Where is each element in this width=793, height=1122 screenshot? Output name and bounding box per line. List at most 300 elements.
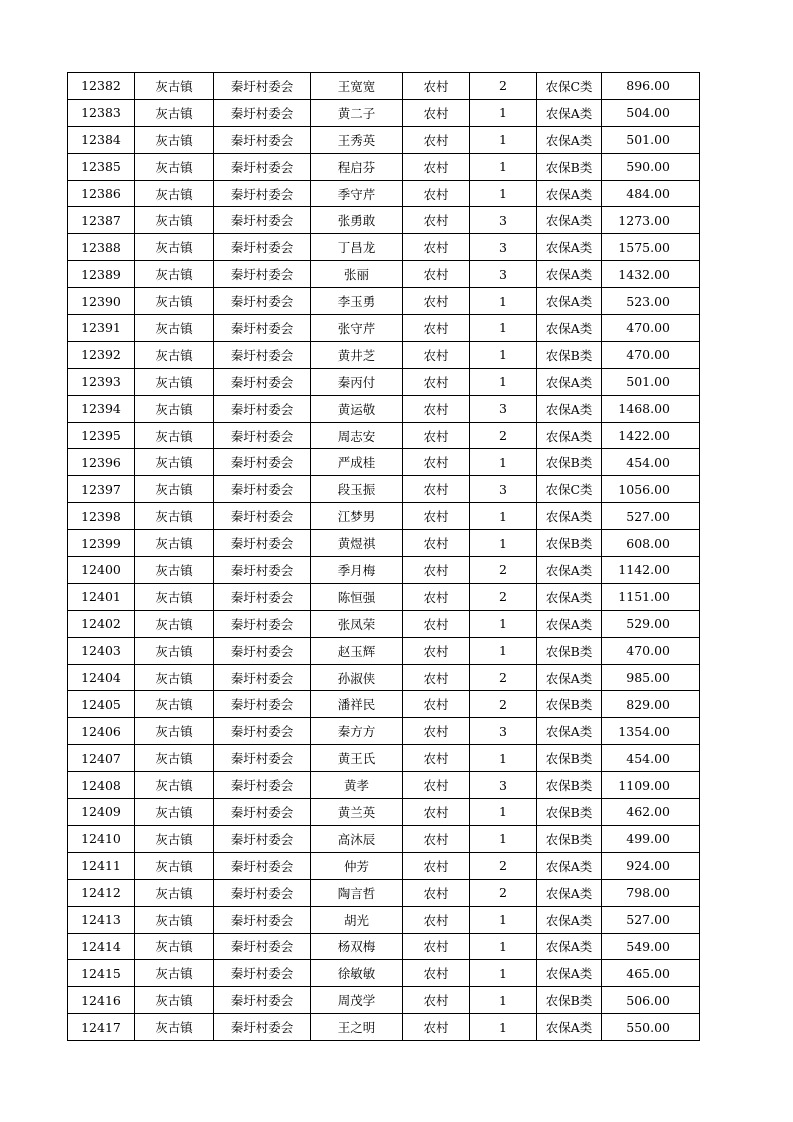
insurance-category-cell: 农保A类 xyxy=(537,718,602,745)
residence-type-cell: 农村 xyxy=(403,153,470,180)
insurance-category-cell: 农保B类 xyxy=(537,745,602,772)
insurance-category-cell: 农保A类 xyxy=(537,99,602,126)
name-cell: 黄井芝 xyxy=(311,341,403,368)
insurance-category-cell: 农保A类 xyxy=(537,234,602,261)
table-row xyxy=(68,341,700,368)
household-size-cell: 1 xyxy=(470,180,537,207)
record-number-cell: 12409 xyxy=(68,799,135,826)
table-row xyxy=(68,315,700,342)
record-number-cell: 12392 xyxy=(68,341,135,368)
residence-type-cell: 农村 xyxy=(403,664,470,691)
village-committee-cell: 秦圩村委会 xyxy=(214,664,311,691)
residence-type-cell: 农村 xyxy=(403,422,470,449)
household-size-cell: 1 xyxy=(470,153,537,180)
name-cell: 陈恒强 xyxy=(311,583,403,610)
household-size-cell: 1 xyxy=(470,960,537,987)
household-size-cell: 1 xyxy=(470,315,537,342)
record-number-cell: 12399 xyxy=(68,530,135,557)
insurance-category-cell: 农保A类 xyxy=(537,288,602,315)
table-row xyxy=(68,1014,700,1041)
residence-type-cell: 农村 xyxy=(403,557,470,584)
town-cell: 灰古镇 xyxy=(135,503,214,530)
amount-cell: 523.00 xyxy=(602,288,700,315)
household-size-cell: 3 xyxy=(470,772,537,799)
table-row xyxy=(68,691,700,718)
village-committee-cell: 秦圩村委会 xyxy=(214,288,311,315)
name-cell: 黄兰英 xyxy=(311,799,403,826)
name-cell: 季月梅 xyxy=(311,557,403,584)
household-size-cell: 2 xyxy=(470,691,537,718)
table-row xyxy=(68,852,700,879)
name-cell: 周志安 xyxy=(311,422,403,449)
record-number-cell: 12416 xyxy=(68,987,135,1014)
name-cell: 江梦男 xyxy=(311,503,403,530)
insurance-category-cell: 农保A类 xyxy=(537,503,602,530)
town-cell: 灰古镇 xyxy=(135,341,214,368)
amount-cell: 470.00 xyxy=(602,315,700,342)
village-committee-cell: 秦圩村委会 xyxy=(214,368,311,395)
table-row xyxy=(68,234,700,261)
name-cell: 严成桂 xyxy=(311,449,403,476)
record-number-cell: 12385 xyxy=(68,153,135,180)
amount-cell: 454.00 xyxy=(602,449,700,476)
town-cell: 灰古镇 xyxy=(135,315,214,342)
household-size-cell: 3 xyxy=(470,234,537,261)
residence-type-cell: 农村 xyxy=(403,476,470,503)
household-size-cell: 3 xyxy=(470,261,537,288)
town-cell: 灰古镇 xyxy=(135,234,214,261)
residence-type-cell: 农村 xyxy=(403,879,470,906)
record-number-cell: 12407 xyxy=(68,745,135,772)
town-cell: 灰古镇 xyxy=(135,879,214,906)
amount-cell: 1432.00 xyxy=(602,261,700,288)
record-number-cell: 12383 xyxy=(68,99,135,126)
residence-type-cell: 农村 xyxy=(403,261,470,288)
insurance-category-cell: 农保A类 xyxy=(537,126,602,153)
name-cell: 程启芬 xyxy=(311,153,403,180)
village-committee-cell: 秦圩村委会 xyxy=(214,422,311,449)
household-size-cell: 1 xyxy=(470,1014,537,1041)
table-row xyxy=(68,126,700,153)
name-cell: 张勇敢 xyxy=(311,207,403,234)
name-cell: 徐敏敏 xyxy=(311,960,403,987)
residence-type-cell: 农村 xyxy=(403,691,470,718)
table-row xyxy=(68,288,700,315)
insurance-category-cell: 农保A类 xyxy=(537,906,602,933)
residence-type-cell: 农村 xyxy=(403,180,470,207)
town-cell: 灰古镇 xyxy=(135,852,214,879)
record-number-cell: 12400 xyxy=(68,557,135,584)
household-size-cell: 2 xyxy=(470,852,537,879)
insurance-category-cell: 农保B类 xyxy=(537,341,602,368)
village-committee-cell: 秦圩村委会 xyxy=(214,341,311,368)
village-committee-cell: 秦圩村委会 xyxy=(214,99,311,126)
town-cell: 灰古镇 xyxy=(135,1014,214,1041)
record-number-cell: 12413 xyxy=(68,906,135,933)
table-row xyxy=(68,557,700,584)
household-size-cell: 1 xyxy=(470,610,537,637)
amount-cell: 462.00 xyxy=(602,799,700,826)
record-number-cell: 12393 xyxy=(68,368,135,395)
village-committee-cell: 秦圩村委会 xyxy=(214,906,311,933)
table-row xyxy=(68,960,700,987)
amount-cell: 470.00 xyxy=(602,341,700,368)
household-size-cell: 1 xyxy=(470,99,537,126)
village-committee-cell: 秦圩村委会 xyxy=(214,207,311,234)
name-cell: 黄王氏 xyxy=(311,745,403,772)
residence-type-cell: 农村 xyxy=(403,637,470,664)
amount-cell: 527.00 xyxy=(602,503,700,530)
record-number-cell: 12391 xyxy=(68,315,135,342)
town-cell: 灰古镇 xyxy=(135,126,214,153)
town-cell: 灰古镇 xyxy=(135,933,214,960)
village-committee-cell: 秦圩村委会 xyxy=(214,799,311,826)
record-number-cell: 12397 xyxy=(68,476,135,503)
residence-type-cell: 农村 xyxy=(403,583,470,610)
record-number-cell: 12398 xyxy=(68,503,135,530)
village-committee-cell: 秦圩村委会 xyxy=(214,395,311,422)
table-row xyxy=(68,73,700,100)
household-size-cell: 1 xyxy=(470,825,537,852)
record-number-cell: 12394 xyxy=(68,395,135,422)
household-size-cell: 1 xyxy=(470,503,537,530)
table-row xyxy=(68,422,700,449)
household-size-cell: 3 xyxy=(470,207,537,234)
name-cell: 王之明 xyxy=(311,1014,403,1041)
name-cell: 黄运敬 xyxy=(311,395,403,422)
village-committee-cell: 秦圩村委会 xyxy=(214,1014,311,1041)
town-cell: 灰古镇 xyxy=(135,530,214,557)
residence-type-cell: 农村 xyxy=(403,530,470,557)
table-row xyxy=(68,637,700,664)
table-row xyxy=(68,449,700,476)
household-size-cell: 2 xyxy=(470,422,537,449)
table-row xyxy=(68,583,700,610)
village-committee-cell: 秦圩村委会 xyxy=(214,933,311,960)
name-cell: 秦方方 xyxy=(311,718,403,745)
household-size-cell: 1 xyxy=(470,530,537,557)
town-cell: 灰古镇 xyxy=(135,987,214,1014)
residence-type-cell: 农村 xyxy=(403,368,470,395)
amount-cell: 1109.00 xyxy=(602,772,700,799)
town-cell: 灰古镇 xyxy=(135,960,214,987)
village-committee-cell: 秦圩村委会 xyxy=(214,530,311,557)
name-cell: 孙淑侠 xyxy=(311,664,403,691)
insurance-category-cell: 农保A类 xyxy=(537,879,602,906)
table-row xyxy=(68,476,700,503)
name-cell: 高沐辰 xyxy=(311,825,403,852)
insurance-category-cell: 农保A类 xyxy=(537,261,602,288)
table-row xyxy=(68,745,700,772)
household-size-cell: 2 xyxy=(470,557,537,584)
name-cell: 陶言哲 xyxy=(311,879,403,906)
record-number-cell: 12395 xyxy=(68,422,135,449)
town-cell: 灰古镇 xyxy=(135,664,214,691)
amount-cell: 896.00 xyxy=(602,73,700,100)
record-number-cell: 12390 xyxy=(68,288,135,315)
village-committee-cell: 秦圩村委会 xyxy=(214,503,311,530)
village-committee-cell: 秦圩村委会 xyxy=(214,261,311,288)
amount-cell: 550.00 xyxy=(602,1014,700,1041)
town-cell: 灰古镇 xyxy=(135,422,214,449)
amount-cell: 1468.00 xyxy=(602,395,700,422)
household-size-cell: 1 xyxy=(470,745,537,772)
insurance-category-cell: 农保B类 xyxy=(537,691,602,718)
town-cell: 灰古镇 xyxy=(135,449,214,476)
household-size-cell: 3 xyxy=(470,395,537,422)
village-committee-cell: 秦圩村委会 xyxy=(214,476,311,503)
table-row xyxy=(68,261,700,288)
amount-cell: 1056.00 xyxy=(602,476,700,503)
name-cell: 仲芳 xyxy=(311,852,403,879)
table-row xyxy=(68,906,700,933)
insurance-category-cell: 农保A类 xyxy=(537,610,602,637)
town-cell: 灰古镇 xyxy=(135,180,214,207)
village-committee-cell: 秦圩村委会 xyxy=(214,557,311,584)
town-cell: 灰古镇 xyxy=(135,99,214,126)
town-cell: 灰古镇 xyxy=(135,261,214,288)
record-number-cell: 12384 xyxy=(68,126,135,153)
residence-type-cell: 农村 xyxy=(403,718,470,745)
table-row xyxy=(68,799,700,826)
amount-cell: 506.00 xyxy=(602,987,700,1014)
record-number-cell: 12402 xyxy=(68,610,135,637)
table-row xyxy=(68,933,700,960)
town-cell: 灰古镇 xyxy=(135,73,214,100)
record-number-cell: 12396 xyxy=(68,449,135,476)
insurance-category-cell: 农保A类 xyxy=(537,557,602,584)
village-committee-cell: 秦圩村委会 xyxy=(214,583,311,610)
household-size-cell: 1 xyxy=(470,449,537,476)
residence-type-cell: 农村 xyxy=(403,315,470,342)
insurance-category-cell: 农保B类 xyxy=(537,799,602,826)
residence-type-cell: 农村 xyxy=(403,825,470,852)
name-cell: 李玉勇 xyxy=(311,288,403,315)
record-number-cell: 12415 xyxy=(68,960,135,987)
table-row xyxy=(68,153,700,180)
residence-type-cell: 农村 xyxy=(403,126,470,153)
household-size-cell: 1 xyxy=(470,368,537,395)
village-committee-cell: 秦圩村委会 xyxy=(214,772,311,799)
name-cell: 王宽宽 xyxy=(311,73,403,100)
town-cell: 灰古镇 xyxy=(135,395,214,422)
amount-cell: 470.00 xyxy=(602,637,700,664)
name-cell: 张丽 xyxy=(311,261,403,288)
table-row xyxy=(68,879,700,906)
record-number-cell: 12382 xyxy=(68,73,135,100)
record-number-cell: 12388 xyxy=(68,234,135,261)
record-number-cell: 12411 xyxy=(68,852,135,879)
household-size-cell: 1 xyxy=(470,933,537,960)
amount-cell: 501.00 xyxy=(602,126,700,153)
residence-type-cell: 农村 xyxy=(403,610,470,637)
table-row xyxy=(68,664,700,691)
record-number-cell: 12412 xyxy=(68,879,135,906)
record-number-cell: 12408 xyxy=(68,772,135,799)
amount-cell: 465.00 xyxy=(602,960,700,987)
name-cell: 段玉振 xyxy=(311,476,403,503)
town-cell: 灰古镇 xyxy=(135,288,214,315)
town-cell: 灰古镇 xyxy=(135,906,214,933)
amount-cell: 1142.00 xyxy=(602,557,700,584)
village-committee-cell: 秦圩村委会 xyxy=(214,960,311,987)
name-cell: 丁昌龙 xyxy=(311,234,403,261)
residence-type-cell: 农村 xyxy=(403,503,470,530)
residence-type-cell: 农村 xyxy=(403,987,470,1014)
table-row xyxy=(68,99,700,126)
town-cell: 灰古镇 xyxy=(135,153,214,180)
residence-type-cell: 农村 xyxy=(403,207,470,234)
amount-cell: 608.00 xyxy=(602,530,700,557)
insurance-category-cell: 农保A类 xyxy=(537,395,602,422)
insurance-category-cell: 农保B类 xyxy=(537,825,602,852)
insurance-category-cell: 农保B类 xyxy=(537,772,602,799)
household-size-cell: 1 xyxy=(470,987,537,1014)
household-size-cell: 2 xyxy=(470,879,537,906)
town-cell: 灰古镇 xyxy=(135,825,214,852)
household-size-cell: 2 xyxy=(470,73,537,100)
record-number-cell: 12406 xyxy=(68,718,135,745)
amount-cell: 1422.00 xyxy=(602,422,700,449)
record-number-cell: 12386 xyxy=(68,180,135,207)
insurance-category-cell: 农保B类 xyxy=(537,987,602,1014)
insurance-category-cell: 农保A类 xyxy=(537,368,602,395)
amount-cell: 454.00 xyxy=(602,745,700,772)
household-size-cell: 1 xyxy=(470,288,537,315)
village-committee-cell: 秦圩村委会 xyxy=(214,879,311,906)
town-cell: 灰古镇 xyxy=(135,772,214,799)
residence-type-cell: 农村 xyxy=(403,1014,470,1041)
insurance-category-cell: 农保B类 xyxy=(537,637,602,664)
amount-cell: 501.00 xyxy=(602,368,700,395)
record-number-cell: 12404 xyxy=(68,664,135,691)
household-size-cell: 3 xyxy=(470,476,537,503)
amount-cell: 985.00 xyxy=(602,664,700,691)
name-cell: 张守芹 xyxy=(311,315,403,342)
table-row xyxy=(68,718,700,745)
table-row xyxy=(68,825,700,852)
village-committee-cell: 秦圩村委会 xyxy=(214,73,311,100)
amount-cell: 527.00 xyxy=(602,906,700,933)
table-row xyxy=(68,368,700,395)
household-size-cell: 1 xyxy=(470,799,537,826)
village-committee-cell: 秦圩村委会 xyxy=(214,718,311,745)
name-cell: 胡光 xyxy=(311,906,403,933)
household-size-cell: 1 xyxy=(470,637,537,664)
insurance-category-cell: 农保A类 xyxy=(537,583,602,610)
town-cell: 灰古镇 xyxy=(135,557,214,584)
town-cell: 灰古镇 xyxy=(135,637,214,664)
insurance-category-cell: 农保C类 xyxy=(537,476,602,503)
table-row xyxy=(68,207,700,234)
name-cell: 黄孝 xyxy=(311,772,403,799)
table-row xyxy=(68,180,700,207)
residence-type-cell: 农村 xyxy=(403,772,470,799)
insurance-category-cell: 农保A类 xyxy=(537,933,602,960)
village-committee-cell: 秦圩村委会 xyxy=(214,825,311,852)
amount-cell: 924.00 xyxy=(602,852,700,879)
name-cell: 赵玉辉 xyxy=(311,637,403,664)
amount-cell: 1151.00 xyxy=(602,583,700,610)
name-cell: 季守芹 xyxy=(311,180,403,207)
record-number-cell: 12403 xyxy=(68,637,135,664)
insurance-category-cell: 农保A类 xyxy=(537,664,602,691)
record-number-cell: 12405 xyxy=(68,691,135,718)
table-row xyxy=(68,395,700,422)
insurance-category-cell: 农保A类 xyxy=(537,422,602,449)
town-cell: 灰古镇 xyxy=(135,207,214,234)
town-cell: 灰古镇 xyxy=(135,583,214,610)
insurance-category-cell: 农保A类 xyxy=(537,852,602,879)
amount-cell: 1273.00 xyxy=(602,207,700,234)
record-number-cell: 12401 xyxy=(68,583,135,610)
name-cell: 张凤荣 xyxy=(311,610,403,637)
amount-cell: 829.00 xyxy=(602,691,700,718)
household-size-cell: 1 xyxy=(470,126,537,153)
record-number-cell: 12410 xyxy=(68,825,135,852)
insurance-category-cell: 农保A类 xyxy=(537,180,602,207)
residence-type-cell: 农村 xyxy=(403,288,470,315)
residence-type-cell: 农村 xyxy=(403,449,470,476)
amount-cell: 1354.00 xyxy=(602,718,700,745)
town-cell: 灰古镇 xyxy=(135,745,214,772)
amount-cell: 529.00 xyxy=(602,610,700,637)
amount-cell: 590.00 xyxy=(602,153,700,180)
table-row xyxy=(68,987,700,1014)
residence-type-cell: 农村 xyxy=(403,960,470,987)
household-size-cell: 2 xyxy=(470,583,537,610)
table-row xyxy=(68,610,700,637)
name-cell: 黄煜祺 xyxy=(311,530,403,557)
insurance-category-cell: 农保A类 xyxy=(537,207,602,234)
residence-type-cell: 农村 xyxy=(403,745,470,772)
town-cell: 灰古镇 xyxy=(135,476,214,503)
household-size-cell: 1 xyxy=(470,906,537,933)
town-cell: 灰古镇 xyxy=(135,799,214,826)
record-number-cell: 12387 xyxy=(68,207,135,234)
village-committee-cell: 秦圩村委会 xyxy=(214,745,311,772)
residence-type-cell: 农村 xyxy=(403,852,470,879)
residence-type-cell: 农村 xyxy=(403,395,470,422)
insurance-category-cell: 农保C类 xyxy=(537,73,602,100)
village-committee-cell: 秦圩村委会 xyxy=(214,987,311,1014)
insurance-category-cell: 农保B类 xyxy=(537,530,602,557)
record-number-cell: 12414 xyxy=(68,933,135,960)
village-committee-cell: 秦圩村委会 xyxy=(214,691,311,718)
residence-type-cell: 农村 xyxy=(403,933,470,960)
insurance-category-cell: 农保A类 xyxy=(537,960,602,987)
village-committee-cell: 秦圩村委会 xyxy=(214,315,311,342)
village-committee-cell: 秦圩村委会 xyxy=(214,234,311,261)
name-cell: 王秀英 xyxy=(311,126,403,153)
residence-type-cell: 农村 xyxy=(403,906,470,933)
residence-type-cell: 农村 xyxy=(403,73,470,100)
insurance-category-cell: 农保A类 xyxy=(537,1014,602,1041)
village-committee-cell: 秦圩村委会 xyxy=(214,449,311,476)
village-committee-cell: 秦圩村委会 xyxy=(214,180,311,207)
name-cell: 杨双梅 xyxy=(311,933,403,960)
residence-type-cell: 农村 xyxy=(403,234,470,261)
town-cell: 灰古镇 xyxy=(135,610,214,637)
insurance-category-cell: 农保A类 xyxy=(537,315,602,342)
village-committee-cell: 秦圩村委会 xyxy=(214,153,311,180)
name-cell: 秦丙付 xyxy=(311,368,403,395)
residence-type-cell: 农村 xyxy=(403,341,470,368)
name-cell: 周茂学 xyxy=(311,987,403,1014)
table-row xyxy=(68,503,700,530)
record-number-cell: 12417 xyxy=(68,1014,135,1041)
town-cell: 灰古镇 xyxy=(135,368,214,395)
